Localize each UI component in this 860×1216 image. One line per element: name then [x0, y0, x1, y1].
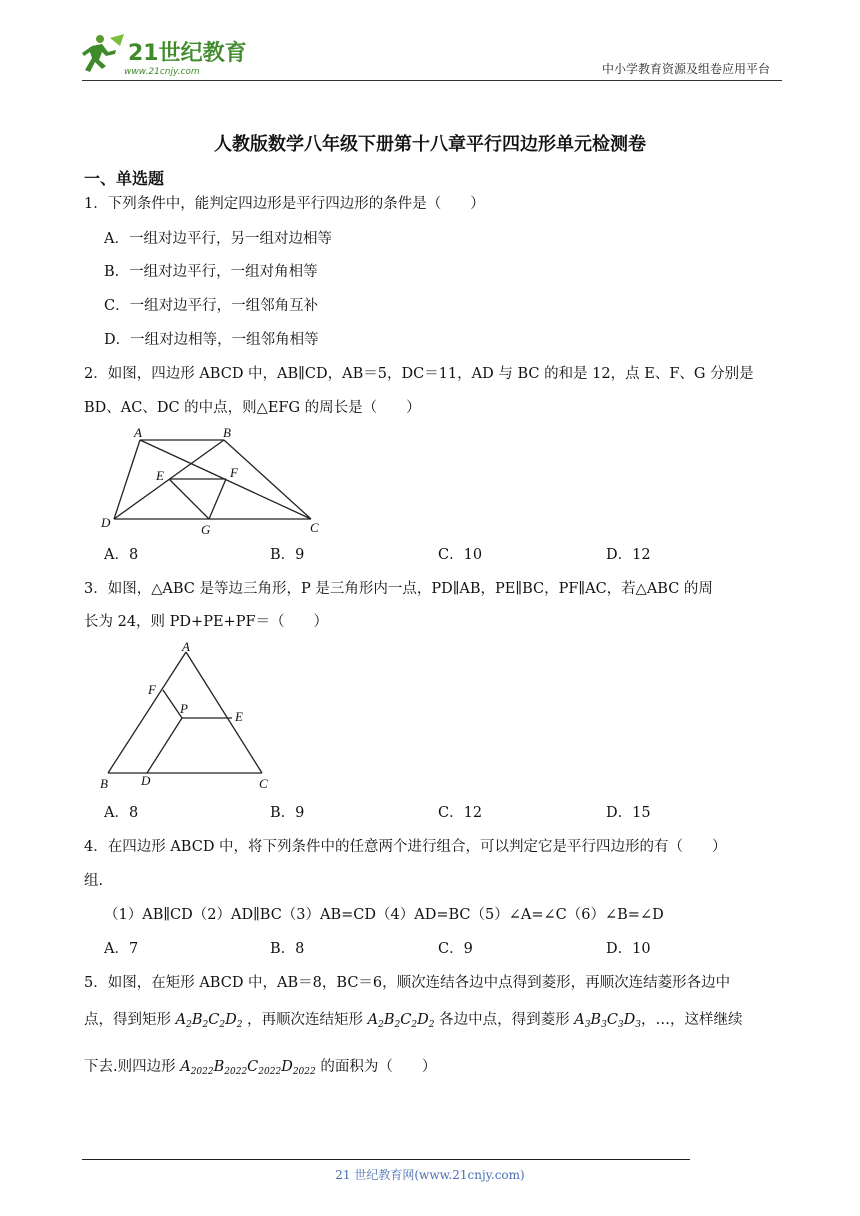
q2-stem-line2: BD、AC、DC 的中点，则△EFG 的周长是（ ） — [84, 400, 421, 416]
q2-label-b: B — [223, 425, 231, 440]
q2-option-d: D．12 — [606, 547, 651, 563]
q2-option-a: A．8 — [104, 547, 139, 563]
q3-option-c: C．12 — [438, 805, 483, 821]
q2-option-b: B．9 — [270, 547, 305, 563]
q4-stem-line1: 4．在四边形 ABCD 中，将下列条件中的任意两个进行组合，可以判定它是平行四边形的有（ ） — [84, 839, 727, 855]
q3-stem-line2: 长为 24，则 PD+PE+PF＝（ ） — [84, 614, 329, 630]
q3-label-p: P — [180, 701, 188, 716]
q4-option-d: D．10 — [606, 941, 651, 957]
logo-url: www.21cnjy.com — [124, 67, 200, 77]
q5-text-d: ，…，这样继续 — [641, 1012, 743, 1028]
q5-stem-line1: 5．如图，在矩形 ABCD 中，AB＝8，BC＝6，顺次连结各边中点得到菱形，再顺次连结菱形各边中 — [84, 975, 731, 991]
q2-label-c: C — [310, 520, 319, 535]
q3-figure — [96, 640, 276, 792]
q1-option-c: C．一组对边平行，一组邻角互补 — [104, 298, 319, 314]
q1-option-b: B．一组对边平行，一组对角相等 — [104, 264, 318, 280]
q1-option-d: D．一组对边相等，一组邻角相等 — [104, 332, 319, 348]
site-logo — [80, 30, 250, 80]
q1-stem: 1．下列条件中，能判定四边形是平行四边形的条件是（ ） — [84, 196, 485, 212]
q5-text-c: 各边中点，得到菱形 — [439, 1012, 570, 1028]
q4-option-b: B．8 — [270, 941, 305, 957]
header-divider — [82, 80, 782, 81]
segment-eg — [169, 479, 209, 519]
document-title: 人教版数学八年级下册第十八章平行四边形单元检测卷 — [214, 134, 646, 155]
q3-label-f: F — [148, 682, 156, 697]
q3-label-a: A — [182, 640, 190, 654]
segment-ad — [114, 440, 140, 519]
q2-label-g: G — [201, 522, 211, 536]
q3-label-e: E — [235, 709, 243, 724]
q2-label-e: E — [156, 468, 164, 483]
section-heading: 一、单选题 — [84, 169, 165, 188]
q2-stem-line1: 2．如图，四边形 ABCD 中，AB∥CD，AB＝5，DC＝11，AD 与 BC 的和是 12，点 E、F、G 分别是 — [84, 366, 754, 382]
q5-text-b: ，再顺次连结矩形 — [247, 1012, 364, 1028]
q3-label-c: C — [259, 776, 268, 791]
q5-math-quad2022: $A_{2022}B_{2022}C_{2022}D_{2022}$ — [175, 1059, 316, 1077]
logo-text: 21世纪教育 — [128, 41, 247, 66]
q2-figure — [96, 424, 336, 536]
header-right-text: 中小学教育资源及组卷应用平台 — [601, 62, 770, 76]
q2-label-d: D — [101, 515, 111, 530]
q5-math-rhombus3: $A_3B_3C_3D_3$ — [569, 1012, 642, 1030]
segment-ab — [108, 652, 186, 773]
q3-option-d: D．15 — [606, 805, 651, 821]
q4-option-a: A．7 — [104, 941, 139, 957]
segment-pd — [147, 718, 182, 773]
q3-stem-line1: 3．如图，△ABC 是等边三角形，P 是三角形内一点，PD∥AB，PE∥BC，PF∥AC，若△ABC 的周 — [84, 581, 713, 597]
q2-option-c: C．10 — [438, 547, 483, 563]
q5-stem-line2 — [84, 1010, 743, 1035]
q4-conditions: （1）AB∥CD（2）AD∥BC（3）AB=CD（4）AD=BC（5）∠A=∠C（6）∠B=∠D — [104, 907, 664, 923]
segment-ac — [186, 652, 262, 773]
q2-label-f: F — [230, 465, 238, 480]
q4-option-c: C．9 — [438, 941, 473, 957]
q5-text-e: 下去.则四边形 — [84, 1059, 176, 1075]
q1-option-a: A．一组对边平行，另一组对边相等 — [104, 231, 332, 247]
q5-text-a: 点，得到矩形 — [84, 1012, 171, 1028]
q5-text-f: 的面积为（ ） — [320, 1059, 437, 1075]
q5-math-rect2: $A_2B_2C_2D_2$ — [171, 1012, 243, 1030]
segment-fg — [209, 479, 226, 519]
q3-label-b: B — [100, 776, 108, 791]
q3-label-d: D — [141, 773, 151, 788]
q2-label-a: A — [134, 425, 142, 440]
q5-math-rect2b: $A_2B_2C_2D_2$ — [363, 1012, 435, 1030]
q3-option-a: A．8 — [104, 805, 139, 821]
q5-stem-line3 — [84, 1057, 436, 1082]
q3-option-b: B．9 — [270, 805, 305, 821]
runner-icon — [82, 34, 124, 72]
q4-stem-line2: 组. — [84, 873, 104, 889]
footer-text: 21 世纪教育网(www.21cnjy.com) — [335, 1168, 525, 1182]
footer-divider — [82, 1159, 690, 1160]
